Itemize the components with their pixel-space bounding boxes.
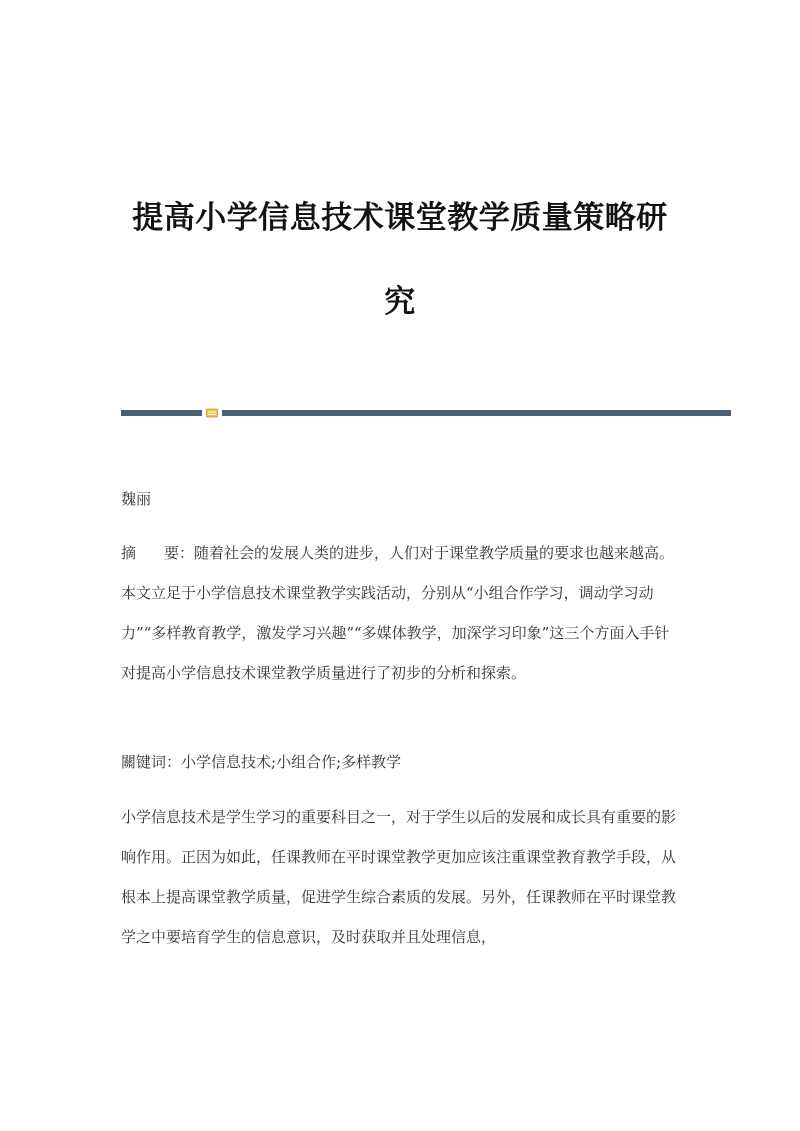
abstract-label-b: 要： <box>164 544 195 562</box>
keywords-label: 關键词： <box>121 753 182 771</box>
author-name: 魏丽 <box>121 490 152 508</box>
divider-bar-left <box>121 410 202 416</box>
body-paragraph-1: 小学信息技术是学生学习的重要科目之一，对于学生以后的发展和成长具有重要的影响作用。正因为如此，任课教师在平时课堂教学更加应该注重课堂教育教学手段，从根本上提高课堂教学质量，促进学生综合素质的发展。另外，任课教师在平时课堂教学之中要培育学生的信息意识，及时获取并且处理信息， <box>121 808 677 946</box>
keywords-text: 小学信息技术;小组合作;多样教学 <box>181 753 402 771</box>
keywords-paragraph <box>121 747 681 777</box>
abstract-text: 随着社会的发展人类的进步，人们对于课堂教学质量的要求也越来越高。本文立足于小学信息技术课堂教学实践活动，分别从“小组合作学习，调动学习动力”“多样教育教学，激发学习兴趣”“多媒体教学，加深学习印象”这三个方面入手针对提高小学信息技术课堂教学质量进行了初步的分析和探索。 <box>121 544 675 682</box>
abstract-paragraph <box>121 533 681 693</box>
document-emblem-icon <box>206 408 218 418</box>
divider-bar-right <box>222 410 731 416</box>
abstract-label-a: 摘 <box>121 544 137 562</box>
document-title-line-2: 究 <box>384 284 416 320</box>
document-title-line-1: 提高小学信息技术课堂教学质量策略研 <box>132 200 668 236</box>
title-divider <box>121 408 731 418</box>
